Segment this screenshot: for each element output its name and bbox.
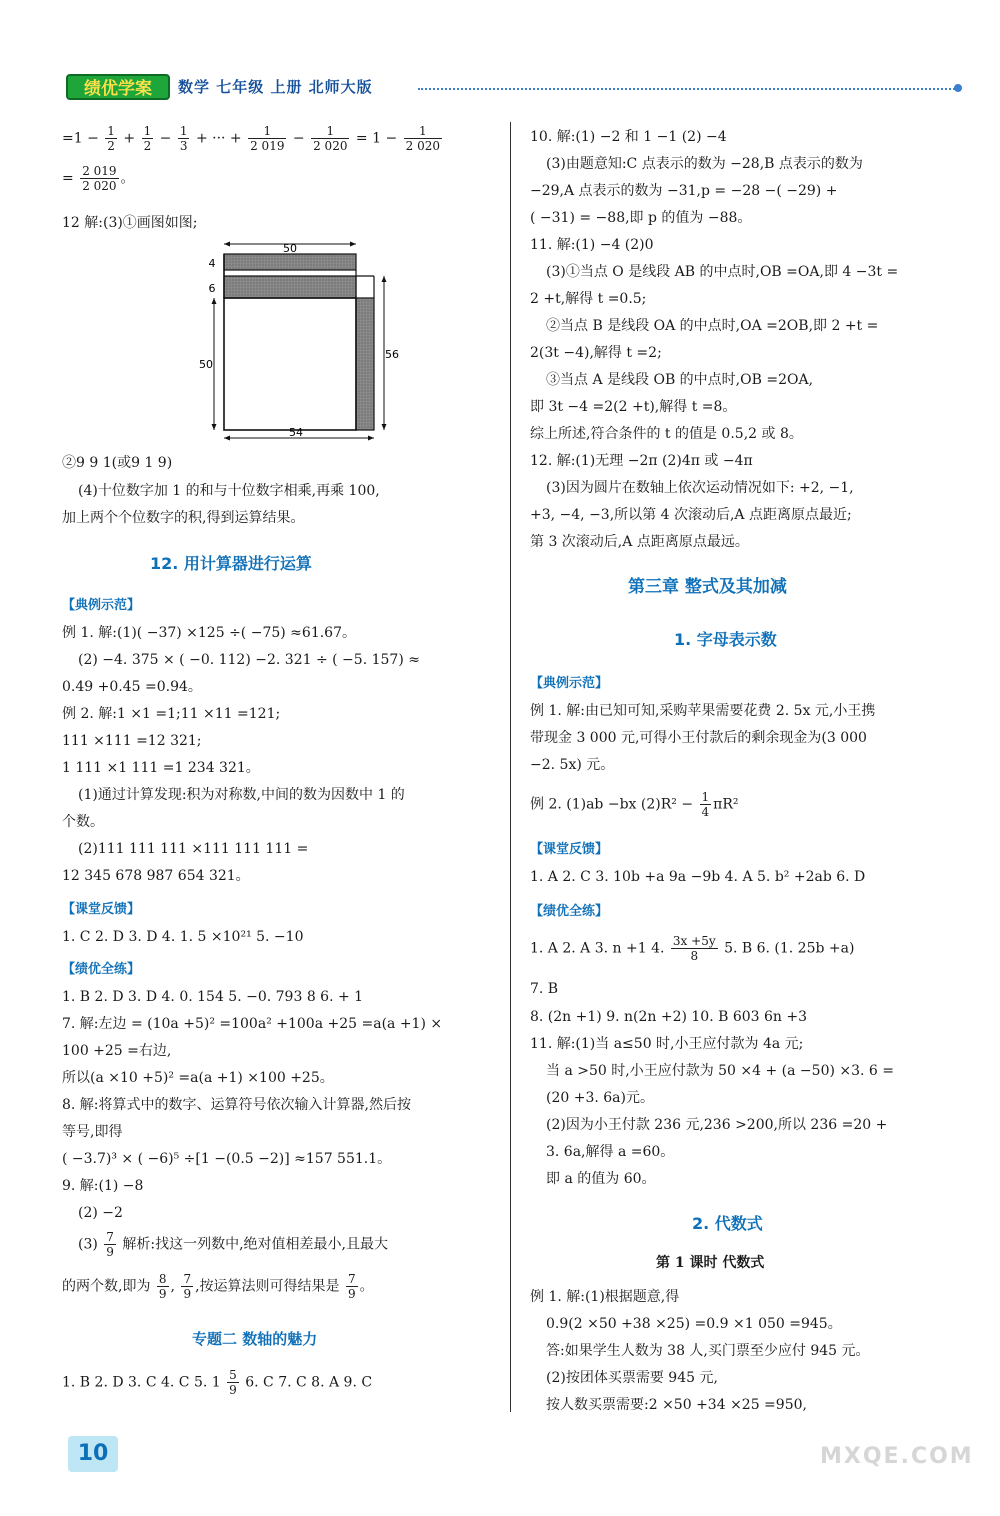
example2-line2: 111 ×111 =12 321; — [62, 733, 202, 749]
strip-second — [224, 276, 356, 298]
section-2-title: 2. 代数式 — [692, 1214, 763, 1233]
q11-line3: (20 +3. 6a)元。 — [546, 1090, 654, 1106]
fraction: $\frac{7}{9}$ — [106, 1230, 114, 1259]
r10-line1: 10. 解:(1) −2 和 1 −1 (2) −4 — [530, 129, 727, 145]
q12-part4-line2: 加上两个个位数字的积,得到运算结果。 — [62, 510, 305, 526]
r10-line2: (3)由题意知:C 点表示的数为 −28,B 点表示的数为 — [546, 156, 863, 172]
fraction-sum-line: =1 − $\frac{1}{2}$ + $\frac{1}{2}$ − $\frac{1}{3}$ + ··· + $\frac{1}{2 019}$ − $\frac{1}{2 020}$ = 1 − $\frac{1}{2 020}$ — [62, 124, 441, 153]
r11-line1: 11. 解:(1) −4 (2)0 — [530, 237, 654, 253]
example1-line1: 例 1. 解:(1)( −37) ×125 ÷( −75) ≈61.67。 — [62, 625, 356, 641]
q9-line3: (3) $\frac{7}{9}$ 解析:找这一列数中,绝对值相差最小,且最大 — [78, 1230, 389, 1259]
chapter3-title: 第三章 整式及其加减 — [628, 577, 787, 597]
r12-line1: 12. 解:(1)无理 −2π (2)4π 或 −4π — [530, 453, 753, 469]
q11-line4: (2)因为小王付款 236 元,236 >200,所以 236 =20 + — [546, 1117, 888, 1133]
lesson-title: 第 1 课时 代数式 — [656, 1255, 765, 1271]
q8-line2: 等号,即得 — [62, 1124, 123, 1140]
d1-line4: (2)按团体买票需要 945 元, — [546, 1370, 718, 1386]
fraction: $\frac{3x +5y}{8}$ — [672, 934, 716, 963]
section-1-title: 1. 字母表示数 — [674, 630, 777, 649]
fraction: $\frac{2 019}{2 020}$ — [82, 164, 117, 193]
topic2-answers: 1. B 2. D 3. C 4. C 5. 1 $\frac{5}{9}$ 6. C 7. C 8. A 9. C — [62, 1368, 373, 1397]
fraction: $\frac{1}{2}$ — [107, 124, 115, 153]
r11-line7: 即 3t −4 =2(2 +t),解得 t =8。 — [530, 399, 737, 415]
r11-line8: 综上所述,符合条件的 t 的值是 0.5,2 或 8。 — [530, 426, 803, 442]
label-left: 50 — [199, 358, 213, 371]
q12-part2: ②9 9 1(或9 1 9) — [62, 455, 173, 471]
section-title-12: 12. 用计算器进行运算 — [150, 554, 312, 573]
q7-line2: 100 +25 =右边, — [62, 1043, 172, 1059]
tag-feedback: 【课堂反馈】 — [62, 902, 141, 917]
q11-line5: 3. 6a,解得 a =60。 — [546, 1144, 675, 1160]
q11-line1: 11. 解:(1)当 a≤50 时,小王应付款为 4a 元; — [530, 1036, 804, 1052]
example2-line3: 1 111 ×1 111 =1 234 321。 — [62, 760, 260, 776]
fraction: $\frac{1}{4}$ — [701, 790, 710, 819]
fraction: $\frac{1}{2 020}$ — [405, 124, 441, 153]
column-divider — [510, 122, 511, 1412]
q12-part4-line1: (4)十位数字加 1 的和与十位数字相乘,再乘 100, — [78, 483, 380, 499]
fraction: $\frac{7}{9}$ — [183, 1272, 192, 1301]
strip-right — [356, 298, 374, 430]
square-diagram — [196, 240, 399, 440]
fraction: $\frac{1}{2 019}$ — [250, 124, 285, 153]
q8-line3: ( −3.7)³ × ( −6)⁵ ÷[1 −(0.5 −2)] ≈157 551.1。 — [62, 1151, 392, 1167]
q12-answer: 12 解:(3)①画图如图; — [62, 215, 198, 231]
label-4: 4 — [208, 257, 216, 270]
q9-line4: 的两个数,即为 $\frac{8}{9}$ , $\frac{7}{9}$ ,按运算法则可得结果是 $\frac{7}{9}$ 。 — [62, 1272, 374, 1301]
r12-line4: 第 3 次滚动后,A 点距离原点最远。 — [530, 534, 749, 550]
fraction: $\frac{1}{3}$ — [179, 124, 188, 153]
d1-line2: 0.9(2 ×50 +38 ×25) =0.9 ×1 050 =945。 — [546, 1316, 842, 1332]
r12-line3: +3, −4, −3,所以第 4 次滚动后,A 点距离原点最近; — [530, 507, 852, 523]
q11-line6: 即 a 的值为 60。 — [546, 1171, 656, 1187]
r11-line4: ②当点 B 是线段 OA 的中点时,OA =2OB,即 2 +t = — [546, 318, 879, 334]
r10-line3: −29,A 点表示的数为 −31,p = −28 −( −29) + — [530, 183, 838, 199]
tag-example: 【典例示范】 — [62, 598, 141, 613]
label-bottom: 54 — [289, 426, 303, 439]
r11-line5: 2(3t −4),解得 t =2; — [530, 345, 662, 361]
example2-line4: (1)通过计算发现:积为对称数,中间的数为因数中 1 的 — [78, 787, 405, 803]
example2-line5: 个数。 — [62, 814, 104, 830]
tag-example: 【典例示范】 — [530, 676, 609, 691]
main-square — [224, 298, 356, 430]
header-dotted-rule — [418, 88, 958, 90]
feedback-answers: 1. C 2. D 3. D 4. 1. 5 ×10²¹ 5. −10 — [62, 929, 304, 945]
q7-line3: 所以(a ×10 +5)² =a(a +1) ×100 +25。 — [62, 1070, 334, 1086]
fraction: $\frac{7}{9}$ — [348, 1272, 356, 1301]
q11-line2: 当 a >50 时,小王应付款为 50 ×4 + (a −50) ×3. 6 = — [546, 1063, 895, 1079]
feedback-answers: 1. A 2. C 3. 10b +a 9a −9b 4. A 5. b² +2ab 6. D — [530, 869, 866, 885]
example1-line2: (2) −4. 375 × ( −0. 112) −2. 321 ÷ ( −5. 157) ≈ — [78, 652, 420, 668]
example2-line1: 例 2. 解:1 ×1 =1;11 ×11 =121; — [62, 706, 281, 722]
label-top: 50 — [283, 242, 297, 255]
practice-answers-3: 8. (2n +1) 9. n(2n +2) 10. B 603 6n +3 — [530, 1009, 808, 1025]
r11-line2: (3)①当点 O 是线段 AB 的中点时,OB =OA,即 4 −3t = — [546, 264, 899, 280]
tag-feedback: 【课堂反馈】 — [530, 842, 609, 857]
page-number: 10 — [68, 1436, 118, 1472]
q7-line1: 7. 解:左边 = (10a +5)² =100a² +100a +25 =a(a +1) × — [62, 1016, 443, 1032]
book-subject: 数学 七年级 上册 北师大版 — [178, 78, 373, 96]
tag-full-practice: 【绩优全练】 — [530, 904, 609, 919]
q9-line1: 9. 解:(1) −8 — [62, 1178, 144, 1194]
fraction: $\frac{5}{9}$ — [229, 1368, 237, 1397]
example2-line7: 12 345 678 987 654 321。 — [62, 868, 250, 884]
r10-line4: ( −31) = −88,即 p 的值为 −88。 — [530, 210, 752, 226]
q9-line2: (2) −2 — [78, 1205, 123, 1221]
d1-line5: 按人数买票需要:2 ×50 +34 ×25 =950, — [546, 1397, 807, 1413]
practice-answers-1: 1. A 2. A 3. n +1 4. $\frac{3x +5y}{8}$ 5. B 6. (1. 25b +a) — [530, 934, 855, 963]
q8-line1: 8. 解:将算式中的数字、运算符号依次输入计算器,然后按 — [62, 1097, 411, 1113]
label-6: 6 — [208, 282, 216, 295]
ex1-line3: −2. 5x) 元。 — [530, 757, 615, 773]
example2-line6: (2)111 111 111 ×111 111 111 = — [78, 841, 309, 857]
page-header — [66, 72, 966, 104]
r12-line2: (3)因为圆片在数轴上依次运动情况如下: +2, −1, — [546, 480, 854, 496]
fraction: $\frac{1}{2 020}$ — [313, 124, 348, 153]
topic2-title: 专题二 数轴的魅力 — [192, 1330, 318, 1348]
d1-line1: 例 1. 解:(1)根据题意,得 — [530, 1289, 680, 1305]
label-right: 56 — [385, 348, 399, 361]
ex2-line: 例 2. (1)ab −bx (2)R² − $\frac{1}{4}$ πR² — [530, 790, 739, 819]
tag-full-practice: 【绩优全练】 — [62, 962, 141, 977]
fraction-result-line: = $\frac{2 019}{2 020}$ 。 — [62, 164, 135, 193]
d1-line3: 答:如果学生人数为 38 人,买门票至少应付 945 元。 — [546, 1343, 870, 1359]
ex1-line2: 带现金 3 000 元,可得小王付款后的剩余现金为(3 000 — [530, 730, 867, 746]
strip-top — [224, 254, 356, 270]
practice-answers: 1. B 2. D 3. D 4. 0. 154 5. −0. 793 8 6. + 1 — [62, 989, 364, 1005]
r11-line3: 2 +t,解得 t =0.5; — [530, 291, 647, 307]
header-dot — [954, 84, 962, 92]
practice-answers-2: 7. B — [530, 981, 559, 997]
ex1-line1: 例 1. 解:由已知可知,采购苹果需要花费 2. 5x 元,小王携 — [530, 703, 876, 719]
r11-line6: ③当点 A 是线段 OB 的中点时,OB =2OA, — [546, 372, 814, 388]
watermark: MXQE.COM — [820, 1444, 974, 1469]
example1-line3: 0.49 +0.45 =0.94。 — [62, 679, 202, 695]
brand-logo: 绩优学案 — [66, 74, 170, 100]
fraction: $\frac{8}{9}$ — [158, 1272, 167, 1301]
fraction: $\frac{1}{2}$ — [143, 124, 152, 153]
